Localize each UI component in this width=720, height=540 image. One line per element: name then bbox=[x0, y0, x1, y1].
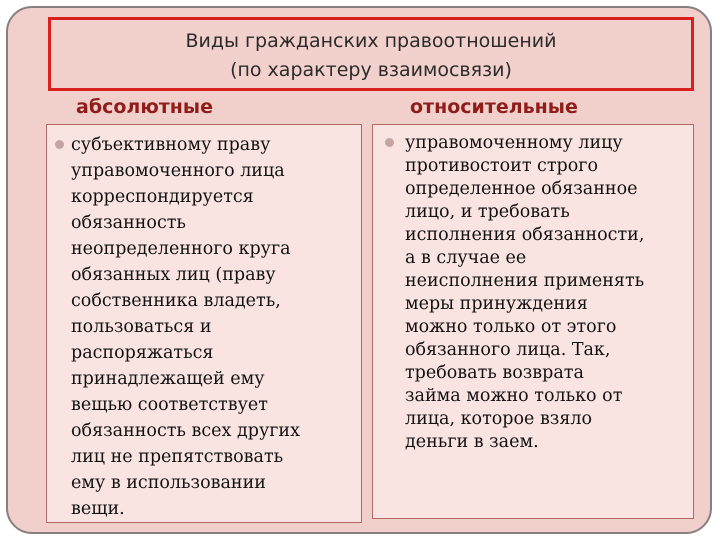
slide-background bbox=[6, 6, 712, 534]
slide-title-line-2: (по характеру взаимосвязи) bbox=[230, 59, 512, 81]
absolute-description: субъективному праву управомоченного лица корреспондируется обязанность неопределенного круга обязанных лиц (праву собственника владеть, пользоваться и распоряжаться принадлежащей ему вещью соответствует обязанность всех других лиц не препятствовать ему в использовании вещи. bbox=[71, 135, 300, 519]
relative-description: управомоченному лицу противостоит строго определенное обязанное лицо, и требовать исполнения обязанности, а в случае ее неисполнения применять меры принуждения можно только от этого обязанного лица. Так, требовать возврата займа можно только от лица, которое взяло деньги в заем. bbox=[405, 133, 645, 452]
relative-heading: относительные bbox=[410, 96, 578, 118]
slide-title-line-1: Виды гражданских правоотношений bbox=[185, 30, 557, 52]
slide-title-box bbox=[48, 17, 694, 91]
absolute-heading: абсолютные bbox=[76, 96, 213, 118]
bullet-icon bbox=[55, 140, 64, 149]
absolute-column bbox=[46, 124, 362, 523]
bullet-icon bbox=[385, 138, 394, 147]
relative-column bbox=[372, 124, 694, 519]
